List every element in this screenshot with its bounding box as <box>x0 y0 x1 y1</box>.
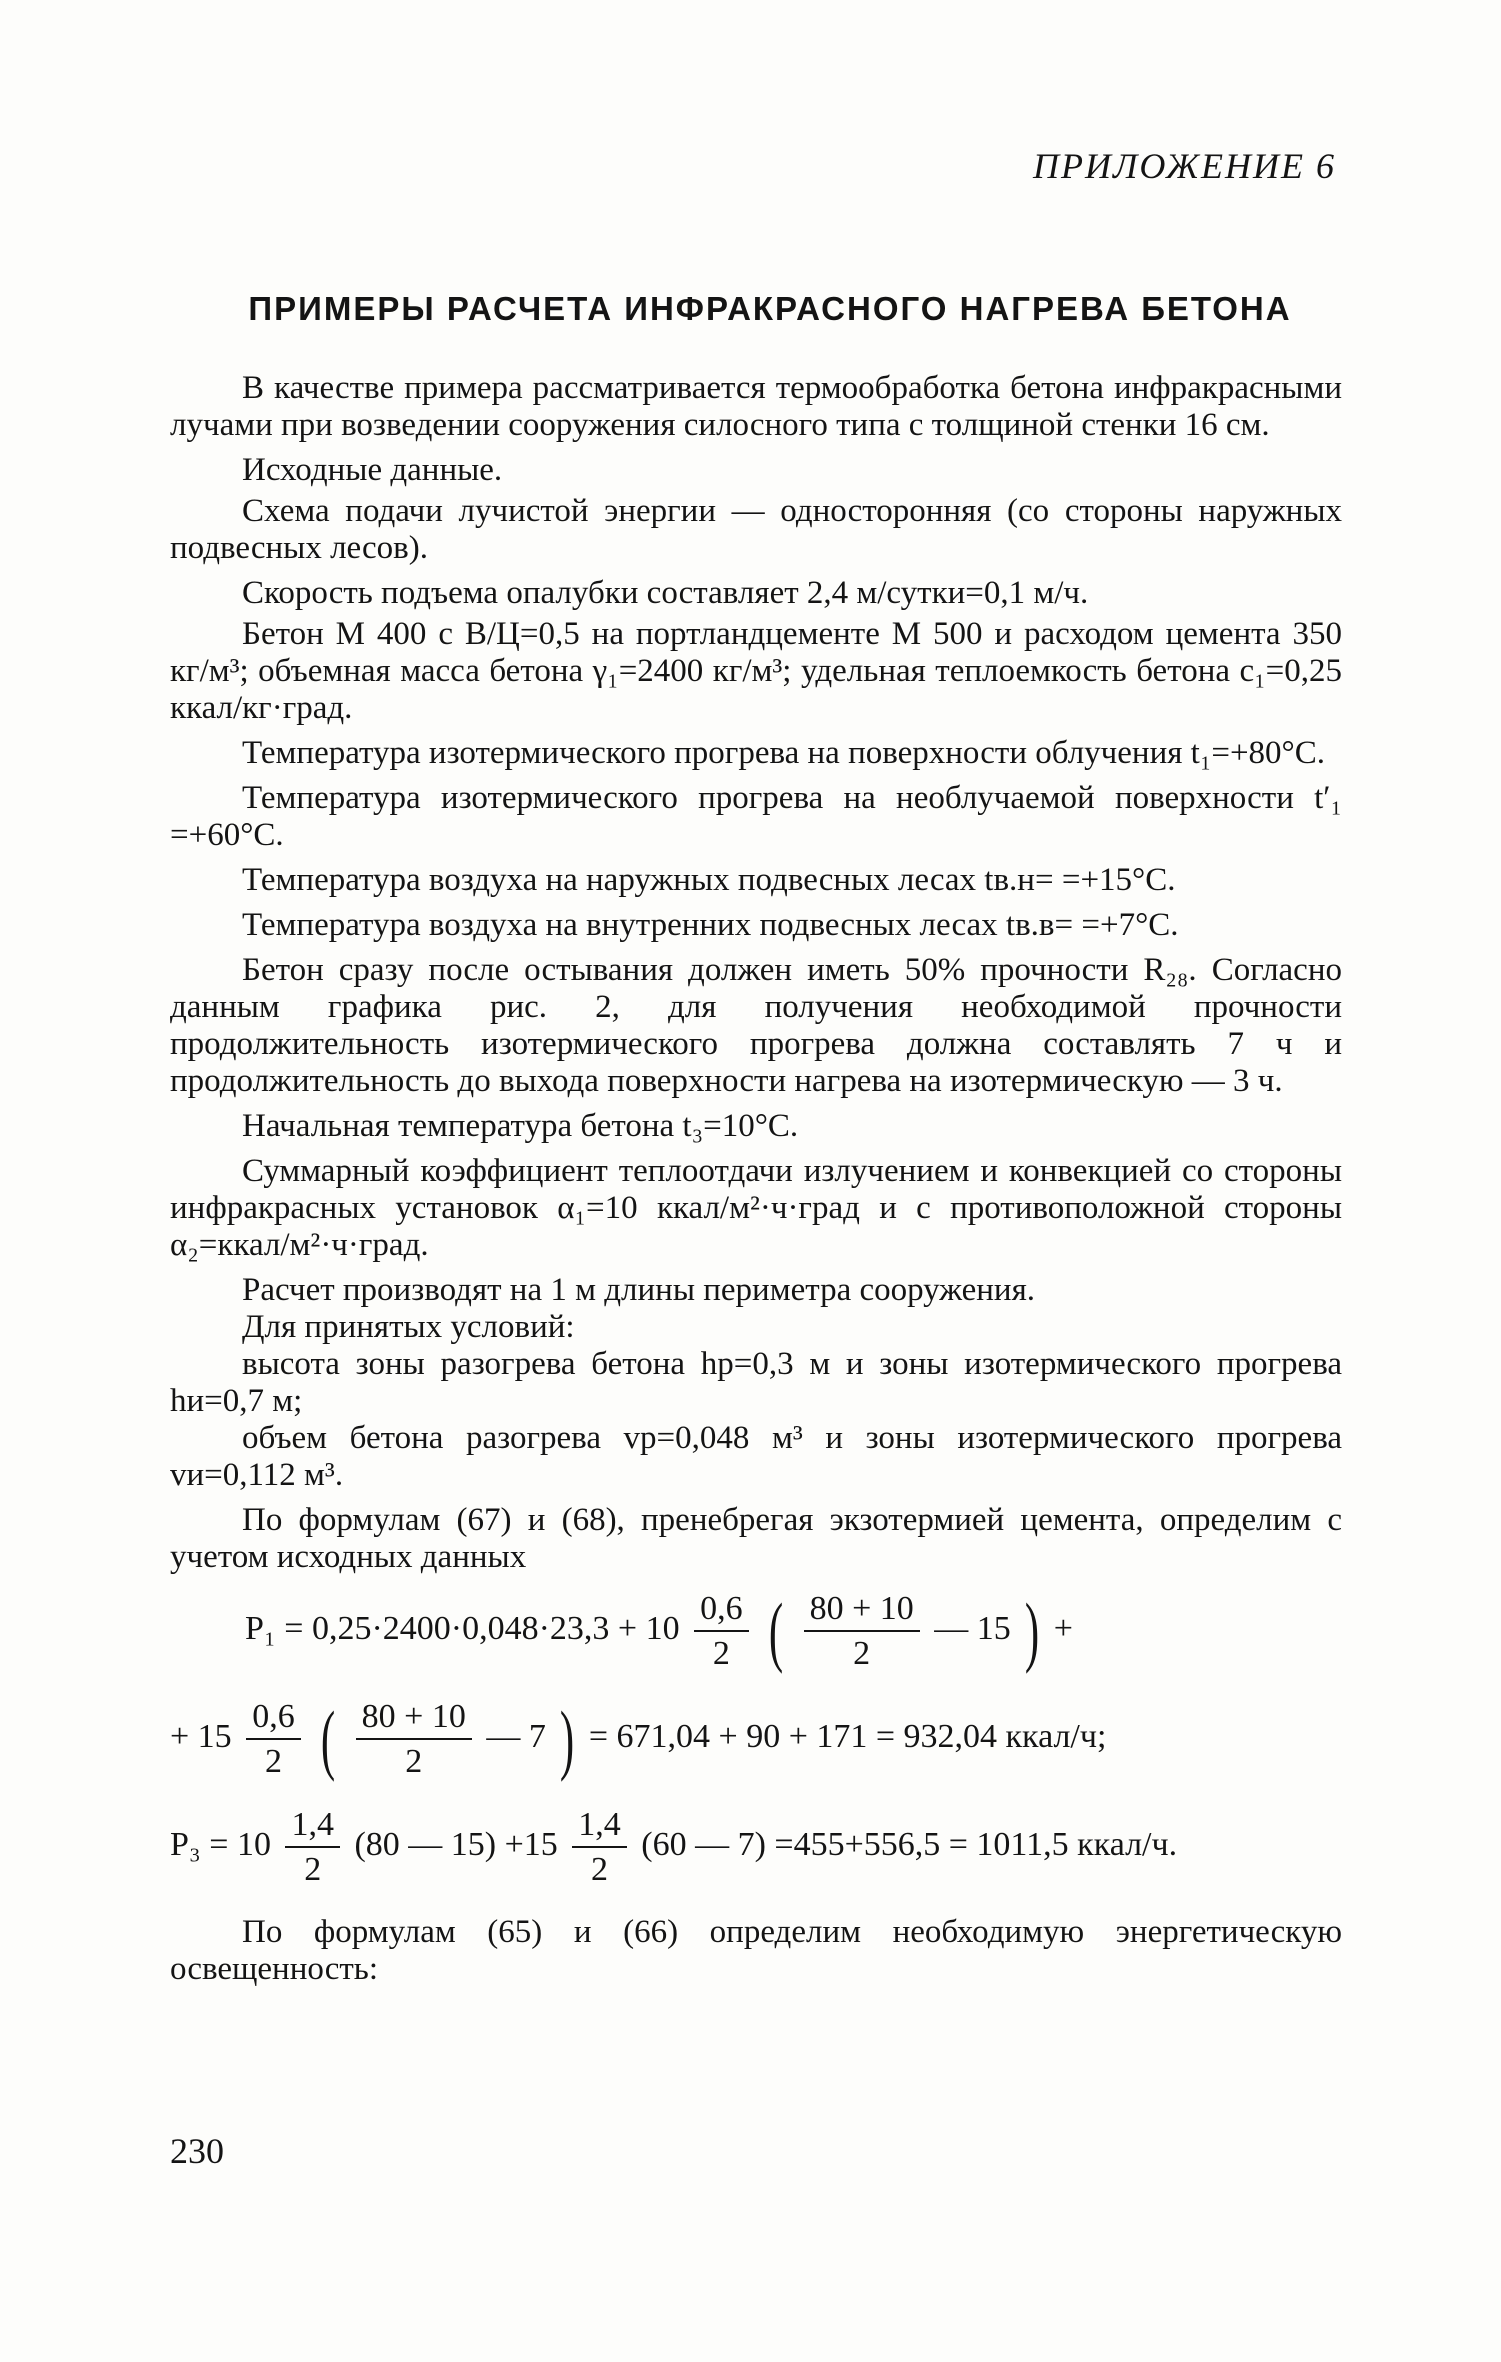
fraction <box>356 1698 472 1780</box>
paren-close: ) <box>1025 1587 1040 1674</box>
fraction-numerator: 0,6 <box>246 1698 301 1740</box>
fraction <box>804 1590 920 1672</box>
formula-p3 <box>170 1806 1342 1888</box>
fraction-numerator: 1,4 <box>572 1806 627 1848</box>
paragraph: Суммарный коэффициент теплоотдачи излучением и конвекцией со стороны инфракрасных установок α₁=10 ккал/м²·ч·град и с противоположной стороны α₂=ккал/м²·ч·град. <box>170 1153 1342 1263</box>
page-title: ПРИМЕРЫ РАСЧЕТА ИНФРАКРАСНОГО НАГРЕВА БЕТОНА <box>248 290 1292 327</box>
fraction-denominator: 2 <box>304 1851 322 1888</box>
formula-result: (60 — 7) =455+556,5 = 1011,5 ккал/ч. <box>641 1825 1178 1863</box>
formula-term: — 7 <box>486 1717 546 1755</box>
formula-term: (80 — 15) +15 <box>354 1825 558 1863</box>
paragraph: Для принятых условий: <box>242 1309 575 1345</box>
formula-lead: + 15 <box>170 1717 232 1755</box>
fraction-denominator: 2 <box>591 1851 609 1888</box>
fraction <box>285 1806 340 1888</box>
body-text <box>170 370 1342 1996</box>
formula-p1 <box>170 1587 1342 1674</box>
paren-close: ) <box>560 1695 575 1782</box>
paragraph: Расчет производят на 1 м длины периметра сооружения. <box>242 1272 1035 1308</box>
paragraph: Скорость подъема опалубки составляет 2,4 м/сутки=0,1 м/ч. <box>242 575 1089 611</box>
fraction-numerator: 80 + 10 <box>356 1698 472 1740</box>
appendix-label: ПРИЛОЖЕНИЕ 6 <box>1033 146 1336 186</box>
fraction-numerator: 1,4 <box>285 1806 340 1848</box>
paragraph: Температура воздуха на внутренних подвесных лесах tв.в= =+7°С. <box>242 907 1179 943</box>
page-number: 230 <box>170 2131 224 2171</box>
fraction <box>246 1698 301 1780</box>
paragraph: По формулам (67) и (68), пренебрегая экзотермией цемента, определим с учетом исходных данных <box>170 1502 1342 1575</box>
formula-result: = 671,04 + 90 + 171 = 932,04 ккал/ч; <box>588 1717 1107 1755</box>
fraction <box>694 1590 749 1672</box>
paragraph: В качестве примера рассматривается термообработка бетона инфракрасными лучами при возведении сооружения силосного типа с толщиной стенки 16 см. <box>170 370 1342 443</box>
paragraph: объем бетона разогрева vр=0,048 м³ и зоны изотермического прогрева vи=0,112 м³. <box>170 1420 1342 1493</box>
formula-lead: P₃ = 10 <box>170 1825 271 1863</box>
fraction-denominator: 2 <box>405 1743 423 1780</box>
paragraph: Температура изотермического прогрева на необлучаемой поверхности t′₁ =+60°С. <box>170 780 1342 853</box>
paragraph: высота зоны разогрева бетона hр=0,3 м и зоны изотермического прогрева hи=0,7 м; <box>170 1346 1342 1419</box>
paragraph: По формулам (65) и (66) определим необходимую энергетическую освещенность: <box>170 1914 1342 1987</box>
fraction <box>572 1806 627 1888</box>
formula-lead: P₁ = 0,25·2400·0,048·23,3 + 10 <box>245 1609 680 1647</box>
paragraph: Схема подачи лучистой энергии — односторонняя (со стороны наружных подвесных лесов). <box>170 493 1342 566</box>
paragraph: Температура изотермического прогрева на поверхности облучения t₁=+80°С. <box>242 735 1326 771</box>
fraction-denominator: 2 <box>712 1635 730 1672</box>
paren-open: ( <box>321 1695 336 1782</box>
paragraph: Бетон сразу после остывания должен иметь 50% прочности R₂₈. Согласно данным графика рис. 2, для получения необходимой прочности продолжительность изотермического прогрева должна составлять 7 ч и продолжительность до выхода поверхности нагрева на изотермическую — 3 ч. <box>170 952 1342 1099</box>
paragraph: Бетон М 400 с В/Ц=0,5 на портландцементе М 500 и расходом цемента 350 кг/м³; объемная масса бетона γ₁=2400 кг/м³; удельная теплоемкость бетона c₁=0,25 ккал/кг·град. <box>170 616 1342 726</box>
fraction-denominator: 2 <box>264 1743 282 1780</box>
formula-term: — 15 <box>934 1609 1011 1647</box>
paragraph: Исходные данные. <box>242 452 503 488</box>
formula-p1-continued <box>170 1695 1342 1782</box>
fraction-numerator: 80 + 10 <box>804 1590 920 1632</box>
paragraph: Начальная температура бетона t₃=10°С. <box>242 1108 799 1144</box>
fraction-numerator: 0,6 <box>694 1590 749 1632</box>
paragraph: Температура воздуха на наружных подвесных лесах tв.н= =+15°С. <box>242 862 1176 898</box>
formula-term: + <box>1053 1609 1073 1647</box>
paren-open: ( <box>768 1587 784 1674</box>
fraction-denominator: 2 <box>853 1635 871 1672</box>
